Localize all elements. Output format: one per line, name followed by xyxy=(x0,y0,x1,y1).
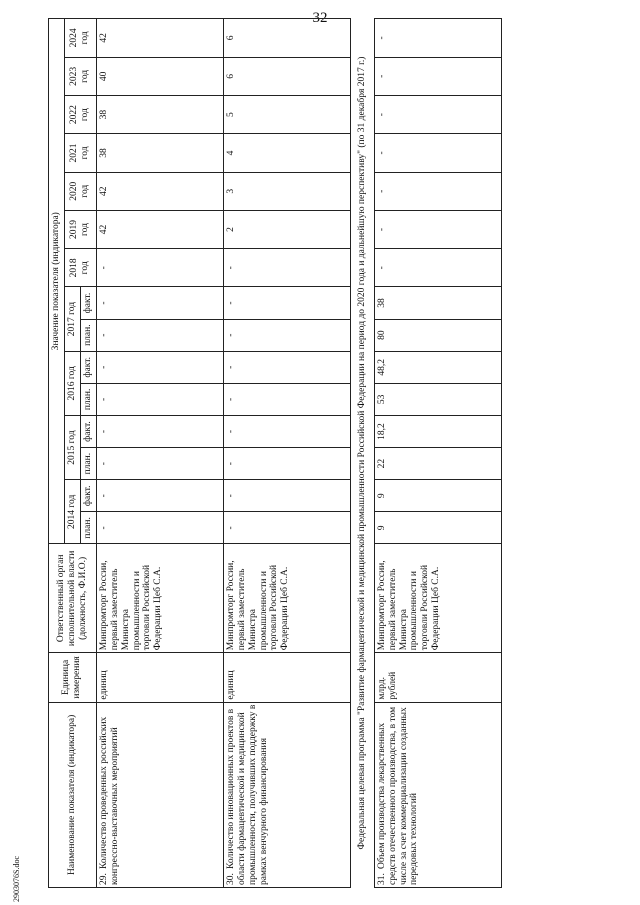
value-cell: - xyxy=(374,19,501,58)
value-cell: 9 xyxy=(374,512,501,544)
header-plan: план. xyxy=(80,383,96,415)
header-2020: 2020 год xyxy=(64,172,96,210)
table-row xyxy=(96,19,223,888)
value-cell: - xyxy=(223,319,350,351)
value-cell: 48,2 xyxy=(374,351,501,383)
value-cell: - xyxy=(96,249,223,287)
value-cell: - xyxy=(223,287,350,319)
value-cell: - xyxy=(374,134,501,172)
value-cell: - xyxy=(374,210,501,248)
value-cell: 42 xyxy=(96,172,223,210)
indicator-name: 31.Объем производства лекарственных средств отечественного производства, в том числе за счет коммерциализации созданных передовых технологий xyxy=(374,702,501,887)
indicator-name: 30.Количество инновационных проектов в области фармацевтической и медицинской промышленности, получивших поддержку в рамках венчурного финансирования xyxy=(223,702,350,887)
header-name: Наименование показателя (индикатора) xyxy=(49,702,97,887)
value-cell: - xyxy=(96,319,223,351)
value-cell: - xyxy=(374,57,501,95)
header-2017: 2017 год xyxy=(64,287,80,351)
value-cell: - xyxy=(96,351,223,383)
value-cell: - xyxy=(223,249,350,287)
indicator-org: Минпромторг России, первый заместитель Министра промышленности и торговли Российской Федерации Цеб С.А. xyxy=(96,544,223,653)
value-cell: 2 xyxy=(223,210,350,248)
header-2018: 2018 год xyxy=(64,249,96,287)
header-2021: 2021 год xyxy=(64,134,96,172)
value-cell: - xyxy=(374,172,501,210)
rotated-table-container xyxy=(48,18,608,888)
value-cell: 9 xyxy=(374,480,501,512)
header-plan: план. xyxy=(80,448,96,480)
header-unit: Единица измерения xyxy=(49,653,97,702)
value-cell: 18,2 xyxy=(374,415,501,447)
indicator-org: Минпромторг России, первый заместитель Министра промышленности и торговли Российской Федерации Цеб С.А. xyxy=(223,544,350,653)
header-fact: факт. xyxy=(80,351,96,383)
value-cell: 6 xyxy=(223,19,350,58)
value-cell: - xyxy=(374,95,501,133)
value-cell: - xyxy=(223,351,350,383)
indicator-name: 29.Количество проведенных российских конгрессно-выставочных мероприятий xyxy=(96,702,223,887)
value-cell: 38 xyxy=(96,95,223,133)
value-cell: - xyxy=(96,415,223,447)
value-cell: 6 xyxy=(223,57,350,95)
value-cell: 53 xyxy=(374,383,501,415)
header-plan: план. xyxy=(80,512,96,544)
value-cell: 80 xyxy=(374,319,501,351)
value-cell: - xyxy=(223,512,350,544)
header-2023: 2023 год xyxy=(64,57,96,95)
section-title: Федеральная целевая программа "Развитие фармацевтической и медицинской промышленности Российской Федерации на период до 2020 года и дальнейшую перспективу" (по 31 декабря 2017 г.) xyxy=(350,19,374,888)
section-row xyxy=(350,19,374,888)
value-cell: 4 xyxy=(223,134,350,172)
value-cell: 38 xyxy=(374,287,501,319)
header-plan: план. xyxy=(80,319,96,351)
indicator-org: Минпромторг России, первый заместитель Министра промышленности и торговли Российской Федерации Цеб С.А. xyxy=(374,544,501,653)
value-cell: 42 xyxy=(96,210,223,248)
value-cell: 5 xyxy=(223,95,350,133)
footer-doc-code: 2903076S.doc xyxy=(12,856,21,902)
indicator-unit: единиц xyxy=(223,653,350,702)
header-fact: факт. xyxy=(80,287,96,319)
value-cell: - xyxy=(223,383,350,415)
value-cell: - xyxy=(223,415,350,447)
table-row xyxy=(223,19,350,888)
header-2024: 2024 год xyxy=(64,19,96,58)
table-row xyxy=(374,19,501,888)
value-cell: 3 xyxy=(223,172,350,210)
value-cell: - xyxy=(96,480,223,512)
header-2014: 2014 год xyxy=(64,480,80,544)
value-cell: - xyxy=(223,448,350,480)
value-cell: - xyxy=(96,287,223,319)
page-number: 32 xyxy=(312,10,328,26)
indicator-unit: млрд. рублей xyxy=(374,653,501,702)
value-cell: 40 xyxy=(96,57,223,95)
value-cell: - xyxy=(374,249,501,287)
value-cell: - xyxy=(96,448,223,480)
header-2022: 2022 год xyxy=(64,95,96,133)
value-cell: 42 xyxy=(96,19,223,58)
header-fact: факт. xyxy=(80,480,96,512)
header-2016: 2016 год xyxy=(64,351,80,415)
value-cell: 38 xyxy=(96,134,223,172)
header-org: Ответственный орган исполнительной власти (должность, Ф.И.О.) xyxy=(49,544,97,653)
header-2019: 2019 год xyxy=(64,210,96,248)
header-values-group: Значение показателя (индикатора) xyxy=(49,19,65,544)
indicator-unit: единиц xyxy=(96,653,223,702)
value-cell: 22 xyxy=(374,448,501,480)
indicators-table xyxy=(48,18,502,888)
value-cell: - xyxy=(96,512,223,544)
header-fact: факт. xyxy=(80,415,96,447)
value-cell: - xyxy=(96,383,223,415)
value-cell: - xyxy=(223,480,350,512)
header-2015: 2015 год xyxy=(64,415,80,479)
